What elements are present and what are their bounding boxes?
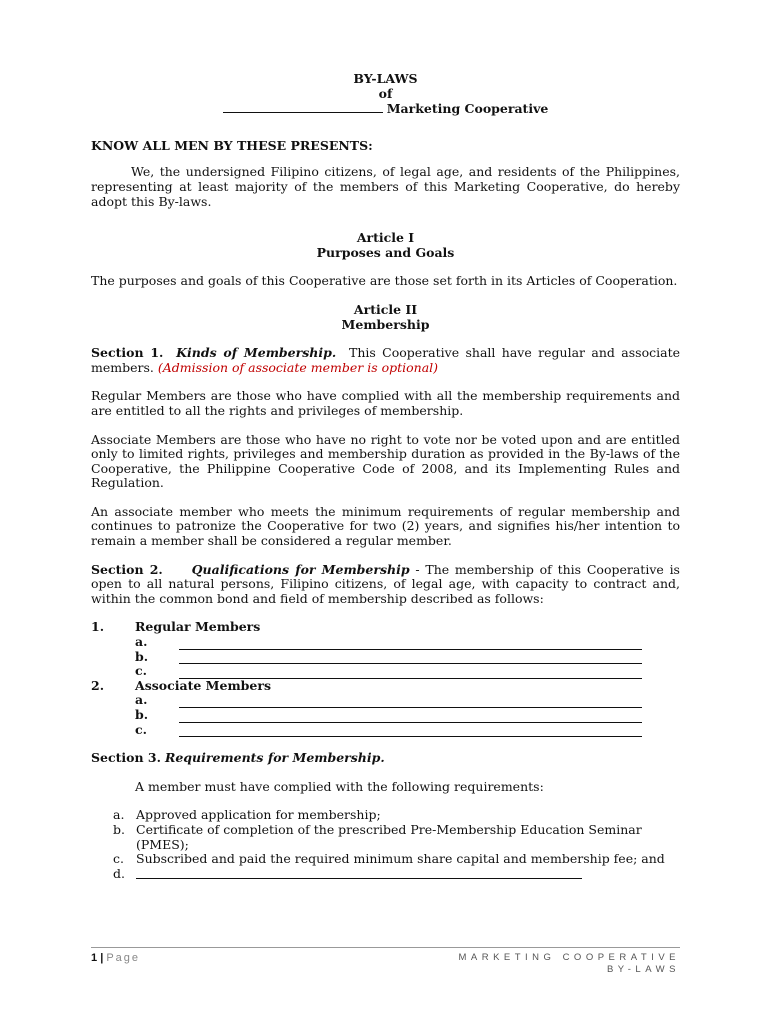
list-item (91, 808, 680, 823)
intro-heading: KNOW ALL MEN BY THESE PRESENTS: (91, 137, 373, 153)
item-letter: d. (113, 865, 125, 881)
title-line-cooperative (91, 101, 680, 117)
title-line-bylaws: BY-LAWS (353, 71, 418, 86)
blank-entry (91, 635, 680, 650)
page-number: 1 (91, 952, 98, 964)
section-3-intro: A member must have complied with the following requirements: (135, 778, 544, 794)
blank-entry (91, 693, 680, 708)
section-2-label: Section 2. (91, 561, 163, 577)
item-letter: c. (113, 851, 124, 867)
blank-field[interactable] (179, 639, 642, 650)
article-1-number: Article I (356, 230, 415, 246)
blank-field[interactable] (179, 726, 642, 737)
blank-entry (91, 664, 680, 679)
section-3-label: Section 3. (91, 750, 161, 766)
entry-letter: b. (135, 707, 149, 722)
footer-title-line1: MARKETING COOPERATIVE (458, 952, 680, 963)
list-item (91, 867, 680, 883)
section-1-text: This Cooperative shall have regular and associate members. (91, 345, 680, 375)
item-text: Approved application for membership; (136, 807, 381, 823)
item-text: Certificate of completion of the prescribed Pre-Membership Education Seminar (PMES); (136, 821, 642, 852)
entry-letter: c. (135, 663, 147, 679)
list-item (91, 852, 680, 867)
section-3-title: Requirements for Membership. (164, 750, 385, 766)
entry-letter: b. (135, 648, 149, 664)
list-item (91, 823, 680, 852)
cooperative-name-blank (223, 101, 383, 113)
blank-entry (91, 708, 680, 723)
blank-entry (91, 650, 680, 665)
item-blank (136, 867, 680, 883)
list-number: 1. (91, 619, 105, 635)
section-1-note: (Admission of associate member is optional) (157, 359, 439, 375)
item-letter: a. (113, 807, 125, 823)
footer-title-line2: BY-LAWS (606, 964, 680, 975)
blank-field[interactable] (179, 712, 642, 723)
title-line-of: of (378, 85, 393, 101)
membership-field-list (91, 620, 680, 737)
section-2-title: Qualifications for Membership (191, 561, 410, 577)
entry-letter: a. (135, 692, 148, 708)
regular-members-title: Regular Members (135, 619, 261, 635)
associate-to-regular-paragraph: An associate member who meets the minimum requirements of regular membership and continues to patronize the Cooperative for two (2) years, and signifies his/her intention to remain a member shall be considered a regular member. (91, 503, 680, 549)
blank-field[interactable] (179, 653, 642, 664)
list-item (91, 679, 680, 694)
section-2-paragraph (91, 563, 680, 607)
page-footer (91, 947, 680, 975)
article-2-number: Article II (353, 301, 418, 317)
article-1-body: The purposes and goals of this Cooperative are those set forth in its Articles of Cooperation. (91, 273, 678, 289)
section-1-paragraph (91, 346, 680, 375)
document-title (91, 72, 680, 117)
regular-members-paragraph: Regular Members are those who have complied with all the membership requirements and are entitled to all the rights and privileges of membership. (91, 388, 680, 418)
article-2-heading (91, 303, 680, 332)
entry-letter: a. (135, 634, 148, 650)
article-1-title: Purposes and Goals (316, 244, 455, 260)
page-word: Page (106, 952, 141, 964)
list-number: 2. (91, 677, 105, 693)
blank-field[interactable] (136, 867, 582, 879)
article-1-heading (91, 231, 680, 260)
intro-paragraph: We, the undersigned Filipino citizens, of legal age, and residents of the Philippines, representing at least majority of the members of this Marketing Cooperative, do hereby adopt this By-laws. (91, 164, 680, 209)
blank-field[interactable] (179, 697, 642, 708)
page-separator: | (100, 952, 104, 964)
blank-entry (91, 723, 680, 738)
page-number-block (91, 952, 140, 964)
list-item (91, 620, 680, 635)
section-2-text: - The membership of this Cooperative is open to all natural persons, Filipino citizens, of legal age, with capacity to contract and, within the common bond and field of membership described as follows: (91, 561, 680, 606)
footer-document-title (458, 952, 680, 976)
associate-members-paragraph: Associate Members are those who have no right to vote nor be voted upon and are entitled only to limited rights, privileges and membership duration as provided in the By-laws of the Cooperative, the Philippine Cooperative Code of 2008, and its Implementing Rules and Regulation. (91, 431, 680, 491)
cooperative-type: Marketing Cooperative (386, 101, 549, 117)
item-text: Subscribed and paid the required minimum share capital and membership fee; and (136, 851, 665, 867)
requirements-list (91, 808, 680, 882)
item-letter: b. (113, 821, 125, 837)
section-1-title: Kinds of Membership. (176, 345, 337, 361)
associate-members-title: Associate Members (135, 677, 271, 693)
document-body (91, 72, 680, 882)
article-2-title: Membership (341, 316, 430, 332)
section-1-label: Section 1. (91, 345, 164, 361)
section-3-heading (91, 751, 680, 766)
entry-letter: c. (135, 721, 147, 737)
